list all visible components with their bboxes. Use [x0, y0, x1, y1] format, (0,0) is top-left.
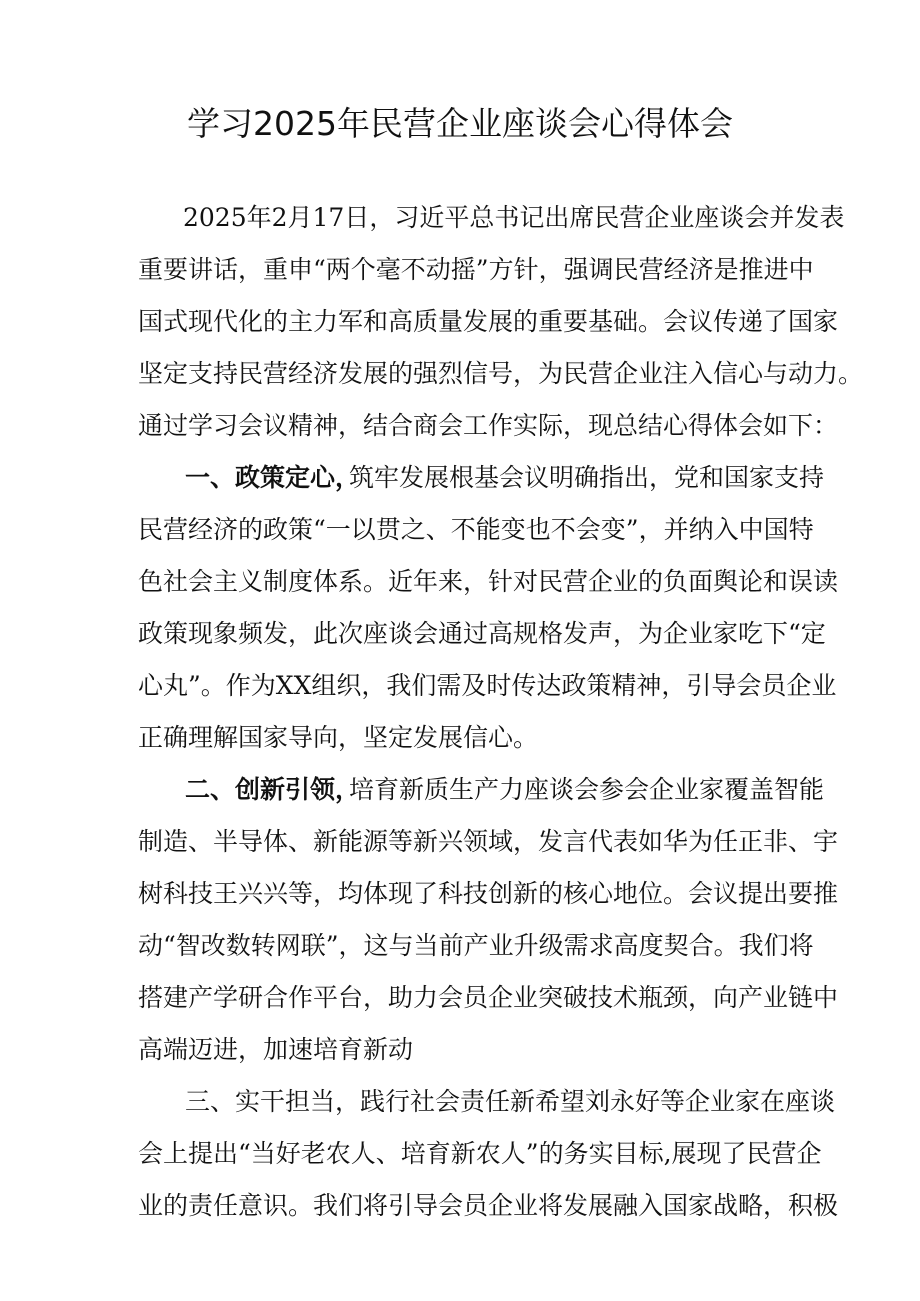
document-title: 学习2025年民营企业座谈会心得体会 — [187, 104, 733, 143]
section-heading: 一、政策定心， — [185, 463, 361, 492]
text-line: 通过学习会议精神，结合商会工作实际，现总结心得体会如下： — [138, 411, 839, 440]
text-line: 正确理解国家导向，坚定发展信心。 — [138, 723, 539, 752]
text-line: 一、政策定心， 筑牢发展根基会议明确指出，党和国家支持 — [0, 458, 920, 498]
text-line: 重要讲话，重申“两个毫不动摇”方针，强调民营经济是推进中 — [138, 255, 814, 284]
text-line: 二、创新引领， 培育新质生产力座谈会参会企业家覆盖智能 — [0, 770, 920, 810]
text-line: 坚定支持民营经济发展的强烈信号，为民营企业注入信心与动力。 — [138, 359, 864, 388]
text-line: 制造、半导体、新能源等新兴领域，发言代表如华为任正非、宇 — [138, 827, 839, 856]
text-line: 业的责任意识。我们将引导会员企业将发展融入国家战略，积极 — [138, 1191, 839, 1220]
text-line: 色社会主义制度体系。近年来，针对民营企业的负面舆论和误读 — [138, 567, 839, 596]
text-line: 三、实干担当，践行社会责任新希望刘永好等企业家在座谈 — [185, 1087, 836, 1116]
text-line: 树科技王兴兴等，均体现了科技创新的核心地位。会议提出要推 — [138, 879, 839, 908]
text-line: 国式现代化的主力军和高质量发展的重要基础。会议传递了国家 — [138, 307, 839, 336]
section-heading: 二、创新引领， — [185, 775, 361, 804]
text-line: 搭建产学研合作平台，助力会员企业突破技术瓶颈，向产业链中 — [138, 983, 839, 1012]
text-line: 政策现象频发，此次座谈会通过高规格发声，为企业家吃下“定 — [138, 619, 826, 648]
text-line: 动“智改数转网联”，这与当前产业升级需求高度契合。我们将 — [138, 931, 814, 960]
text-line: 2025年2月17日，习近平总书记出席民营企业座谈会并发表 — [183, 203, 845, 232]
text-line: 心丸”。作为XX组织，我们需及时传达政策精神，引导会员企业 — [138, 671, 837, 700]
text-line: 高端迈进，加速培育新动 — [138, 1035, 414, 1064]
text-line: 会上提出“当好老农人、培育新农人”的务实目标,展现了民营企 — [138, 1139, 822, 1168]
text-line: 民营经济的政策“一以贯之、不能变也不会变”，并纳入中国特 — [138, 515, 814, 544]
